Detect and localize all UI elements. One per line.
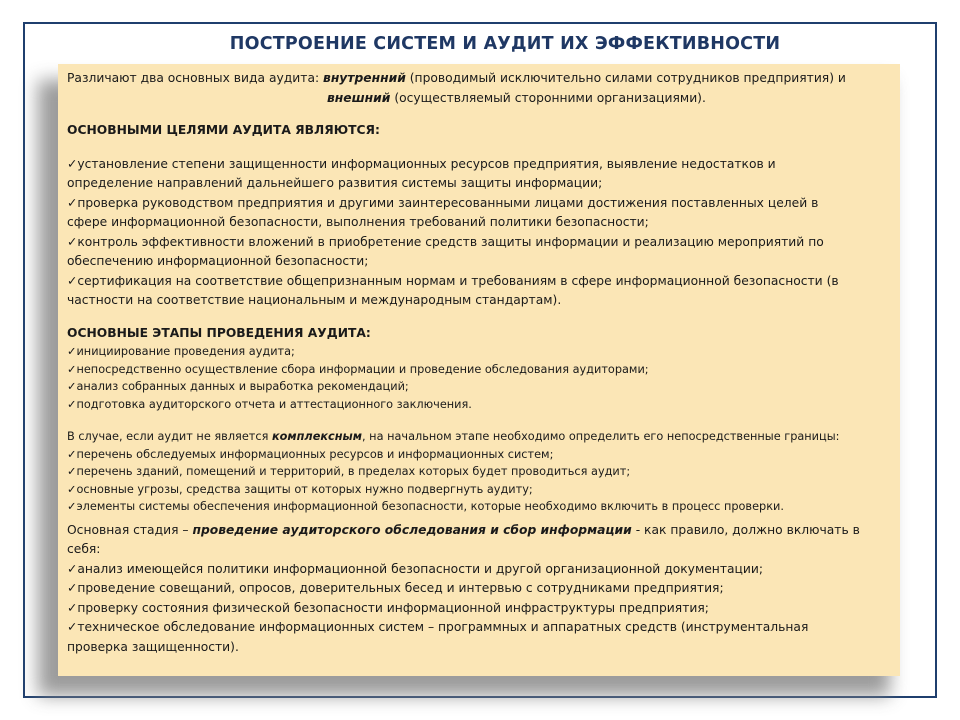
stage-item: ✓ инициирование проведения аудита; (67, 343, 891, 361)
scope-item: ✓ основные угрозы, средства защиты от которых нужно подвергнуть аудиту; (67, 481, 891, 499)
goal-item-continuation: сфере информационной безопасности, выполнения требований политики безопасности; (67, 215, 649, 229)
main-stage-lead: Основная стадия – (67, 522, 193, 537)
goals-heading: ОСНОВНЫМИ ЦЕЛЯМИ АУДИТА ЯВЛЯЮТСЯ: (67, 123, 380, 137)
goal-item-continuation: определение направлений дальнейшего развития системы защиты информации; (67, 176, 603, 190)
scope-item: ✓ элементы системы обеспечения информационной безопасности, которые необходимо включить в процесс проверки. (67, 498, 891, 516)
main-stage-intro (67, 521, 891, 541)
goal-item: ✓ установление степени защищенности информационных ресурсов предприятия, выявление недостатков и (67, 155, 891, 175)
intro-line-2 (67, 89, 891, 109)
main-stage-tail: - как правило, должно включать в (631, 522, 860, 537)
scope-item: ✓ перечень обследуемых информационных ресурсов и информационных систем; (67, 446, 891, 464)
goal-item: ✓ контроль эффективности вложений в приобретение средств защиты информации и реализацию мероприятий по (67, 233, 891, 253)
stages-list (67, 343, 891, 413)
scope-item: ✓ перечень зданий, помещений и территорий, в пределах которых будет проводиться аудит; (67, 463, 891, 481)
goal-item: ✓ проверка руководством предприятия и другими заинтересованными лицами достижения поставленных целей в (67, 194, 891, 214)
internal-description: (проводимый исключительно силами сотрудников предприятия) и (405, 71, 846, 85)
stage-item: ✓ подготовка аудиторского отчета и аттестационного заключения. (67, 396, 891, 414)
scope-tail: , на начальном этапе необходимо определить его непосредственные границы: (362, 430, 840, 443)
intro-lead: Различают два основных вида аудита: (67, 71, 324, 85)
internal-term: внутренний (323, 71, 406, 85)
goal-item-continuation: частности на соответствие национальным и международным стандартам). (67, 293, 562, 307)
main-stage-term: проведение аудиторского обследования и сбор информации (192, 522, 632, 537)
goal-item: ✓ сертификация на соответствие общепризнанным нормам и требованиям в сфере информационной безопасности (в (67, 272, 891, 292)
main-stage-intro-continuation: себя: (67, 542, 101, 556)
spacer (67, 141, 891, 155)
stage-item: ✓ непосредственно осуществление сбора информации и проведение обследования аудиторами; (67, 361, 891, 379)
intro-line-1 (67, 69, 891, 89)
goal-item-continuation: обеспечению информационной безопасности; (67, 254, 369, 268)
spacer (67, 311, 891, 324)
external-term: внешний (327, 90, 391, 105)
spacer (67, 108, 891, 121)
external-description: (осуществляемый сторонними организациями). (390, 90, 706, 105)
stage-item: ✓ анализ собранных данных и выработка рекомендаций; (67, 378, 891, 396)
scope-intro (67, 428, 891, 446)
scope-lead: В случае, если аудит не является (67, 430, 272, 443)
goals-list (67, 155, 891, 311)
main-stage-item: ✓ анализ имеющейся политики информационной безопасности и другой организационной документации; (67, 560, 891, 580)
main-stage-item: ✓ проверку состояния физической безопасности информационной инфраструктуры предприятия; (67, 599, 891, 619)
spacer (67, 413, 891, 428)
main-stage-item: ✓ проведение совещаний, опросов, доверительных бесед и интервью с сотрудниками предприятия; (67, 579, 891, 599)
main-stage-list (67, 560, 891, 658)
scope-section (67, 428, 891, 516)
main-stage-item-continuation: проверка защищенности). (67, 639, 239, 654)
scope-term: комплексным (271, 430, 362, 443)
stages-heading: ОСНОВНЫЕ ЭТАПЫ ПРОВЕДЕНИЯ АУДИТА: (67, 325, 371, 340)
page-title: ПОСТРОЕНИЕ СИСТЕМ И АУДИТ ИХ ЭФФЕКТИВНОСТИ (229, 34, 781, 54)
main-stage-item: ✓ техническое обследование информационных систем – программных и аппаратных средств (инструментальная (67, 618, 891, 638)
content-card (58, 64, 900, 676)
